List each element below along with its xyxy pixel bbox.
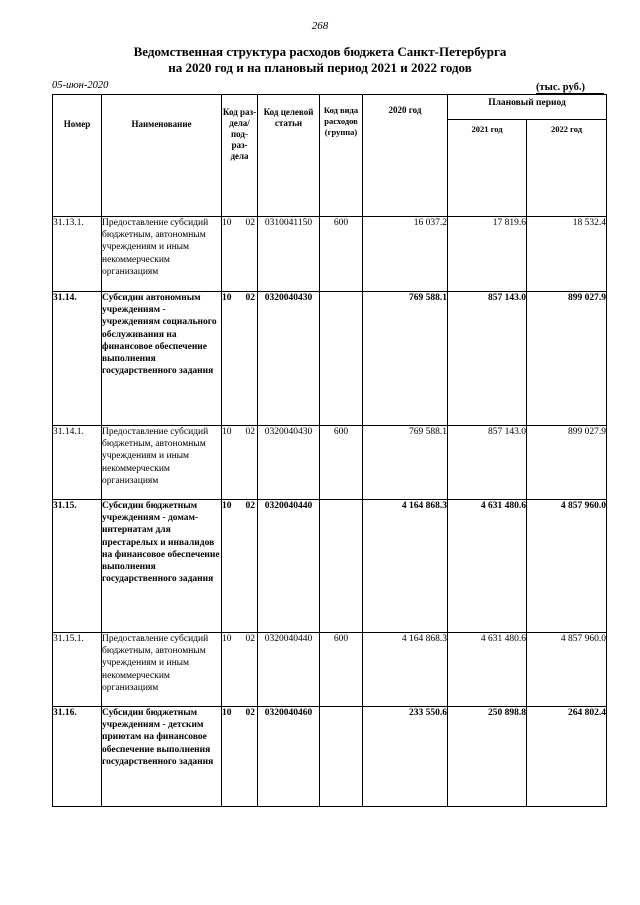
row-expense-type [320, 500, 363, 633]
row-name: Субсидии бюджетным учреждениям - домам-интернатам для престарелых и инвалидов на финансовое обеспечение выполнения государственного задания [102, 500, 222, 633]
row-section-code [222, 633, 258, 707]
row-amount-2022: 18 532.4 [527, 217, 607, 292]
table-row [53, 633, 607, 707]
header-section: Код раз- дела/ под- раз- дела [222, 95, 258, 217]
subsection-code: 02 [245, 501, 255, 511]
section-code: 10 [222, 427, 232, 437]
row-name: Предоставление субсидий бюджетным, автономным учреждениям и иным некоммерческим организациям [102, 426, 222, 500]
subsection-code: 02 [245, 218, 255, 228]
row-amount-2021: 4 631 480.6 [448, 500, 527, 633]
row-section-code [222, 426, 258, 500]
section-code: 10 [222, 501, 232, 511]
row-expense-type [320, 292, 363, 426]
row-amount-2021: 250 898.8 [448, 707, 527, 807]
header-planned-period: Плановый период [448, 95, 607, 120]
section-code: 10 [222, 634, 232, 644]
table-row [53, 292, 607, 426]
row-name: Предоставление субсидий бюджетным, автономным учреждениям и иным некоммерческим организациям [102, 217, 222, 292]
header-2021: 2021 год [448, 120, 527, 217]
row-number: 31.15.1. [53, 633, 102, 707]
row-expense-type: 600 [320, 426, 363, 500]
row-number: 31.15. [53, 500, 102, 633]
row-amount-2020: 769 588.1 [363, 426, 448, 500]
row-expense-type [320, 707, 363, 807]
row-expense-type: 600 [320, 217, 363, 292]
header-2022: 2022 год [527, 120, 607, 217]
row-section-code [222, 707, 258, 807]
row-amount-2020: 4 164 868.3 [363, 500, 448, 633]
row-amount-2022: 899 027.9 [527, 426, 607, 500]
row-section-code [222, 500, 258, 633]
row-amount-2020: 4 164 868.3 [363, 633, 448, 707]
header-number: Номер [53, 95, 102, 217]
document-date: 05-июн-2020 [52, 80, 109, 91]
subsection-code: 02 [245, 708, 255, 718]
row-target-code: 0320040440 [258, 633, 320, 707]
row-name: Субсидии автономным учреждениям - учреждениям социального обслуживания на финансовое обеспечение выполнения государственного задания [102, 292, 222, 426]
row-expense-type: 600 [320, 633, 363, 707]
row-amount-2020: 233 550.6 [363, 707, 448, 807]
budget-table [52, 94, 607, 807]
row-amount-2022: 264 802.4 [527, 707, 607, 807]
row-target-code: 0310041150 [258, 217, 320, 292]
section-code: 10 [222, 218, 232, 228]
row-number: 31.13.1. [53, 217, 102, 292]
row-target-code: 0320040460 [258, 707, 320, 807]
row-amount-2021: 857 143.0 [448, 292, 527, 426]
row-name: Предоставление субсидий бюджетным, автономным учреждениям и иным некоммерческим организациям [102, 633, 222, 707]
row-number: 31.14. [53, 292, 102, 426]
header-target: Код целевой статьи [258, 95, 320, 217]
row-target-code: 0320040430 [258, 426, 320, 500]
row-section-code [222, 217, 258, 292]
page-title [0, 44, 640, 76]
section-code: 10 [222, 293, 232, 303]
row-amount-2020: 16 037.2 [363, 217, 448, 292]
header-name: Наименование [102, 95, 222, 217]
table-row [53, 426, 607, 500]
units-label: (тыс. руб.) [536, 82, 585, 93]
section-code: 10 [222, 708, 232, 718]
subsection-code: 02 [245, 293, 255, 303]
row-amount-2021: 4 631 480.6 [448, 633, 527, 707]
row-name: Субсидии бюджетным учреждениям - детским приютам на финансовое обеспечение выполнения государственного задания [102, 707, 222, 807]
subsection-code: 02 [245, 427, 255, 437]
row-amount-2020: 769 588.1 [363, 292, 448, 426]
table-row [53, 500, 607, 633]
row-amount-2022: 899 027.9 [527, 292, 607, 426]
table-row [53, 707, 607, 807]
row-amount-2022: 4 857 960.0 [527, 500, 607, 633]
header-2020: 2020 год [363, 95, 448, 217]
title-line-2: на 2020 год и на плановый период 2021 и 2022 годов [168, 60, 472, 75]
title-line-1: Ведомственная структура расходов бюджета Санкт-Петербурга [133, 44, 507, 59]
row-amount-2022: 4 857 960.0 [527, 633, 607, 707]
subsection-code: 02 [245, 634, 255, 644]
row-target-code: 0320040430 [258, 292, 320, 426]
page-number: 268 [311, 20, 329, 32]
row-amount-2021: 17 819.6 [448, 217, 527, 292]
row-number: 31.16. [53, 707, 102, 807]
row-number: 31.14.1. [53, 426, 102, 500]
row-section-code [222, 292, 258, 426]
row-amount-2021: 857 143.0 [448, 426, 527, 500]
table-row [53, 217, 607, 292]
row-target-code: 0320040440 [258, 500, 320, 633]
header-expense-type: Код вида расходов (группа) [320, 95, 363, 217]
